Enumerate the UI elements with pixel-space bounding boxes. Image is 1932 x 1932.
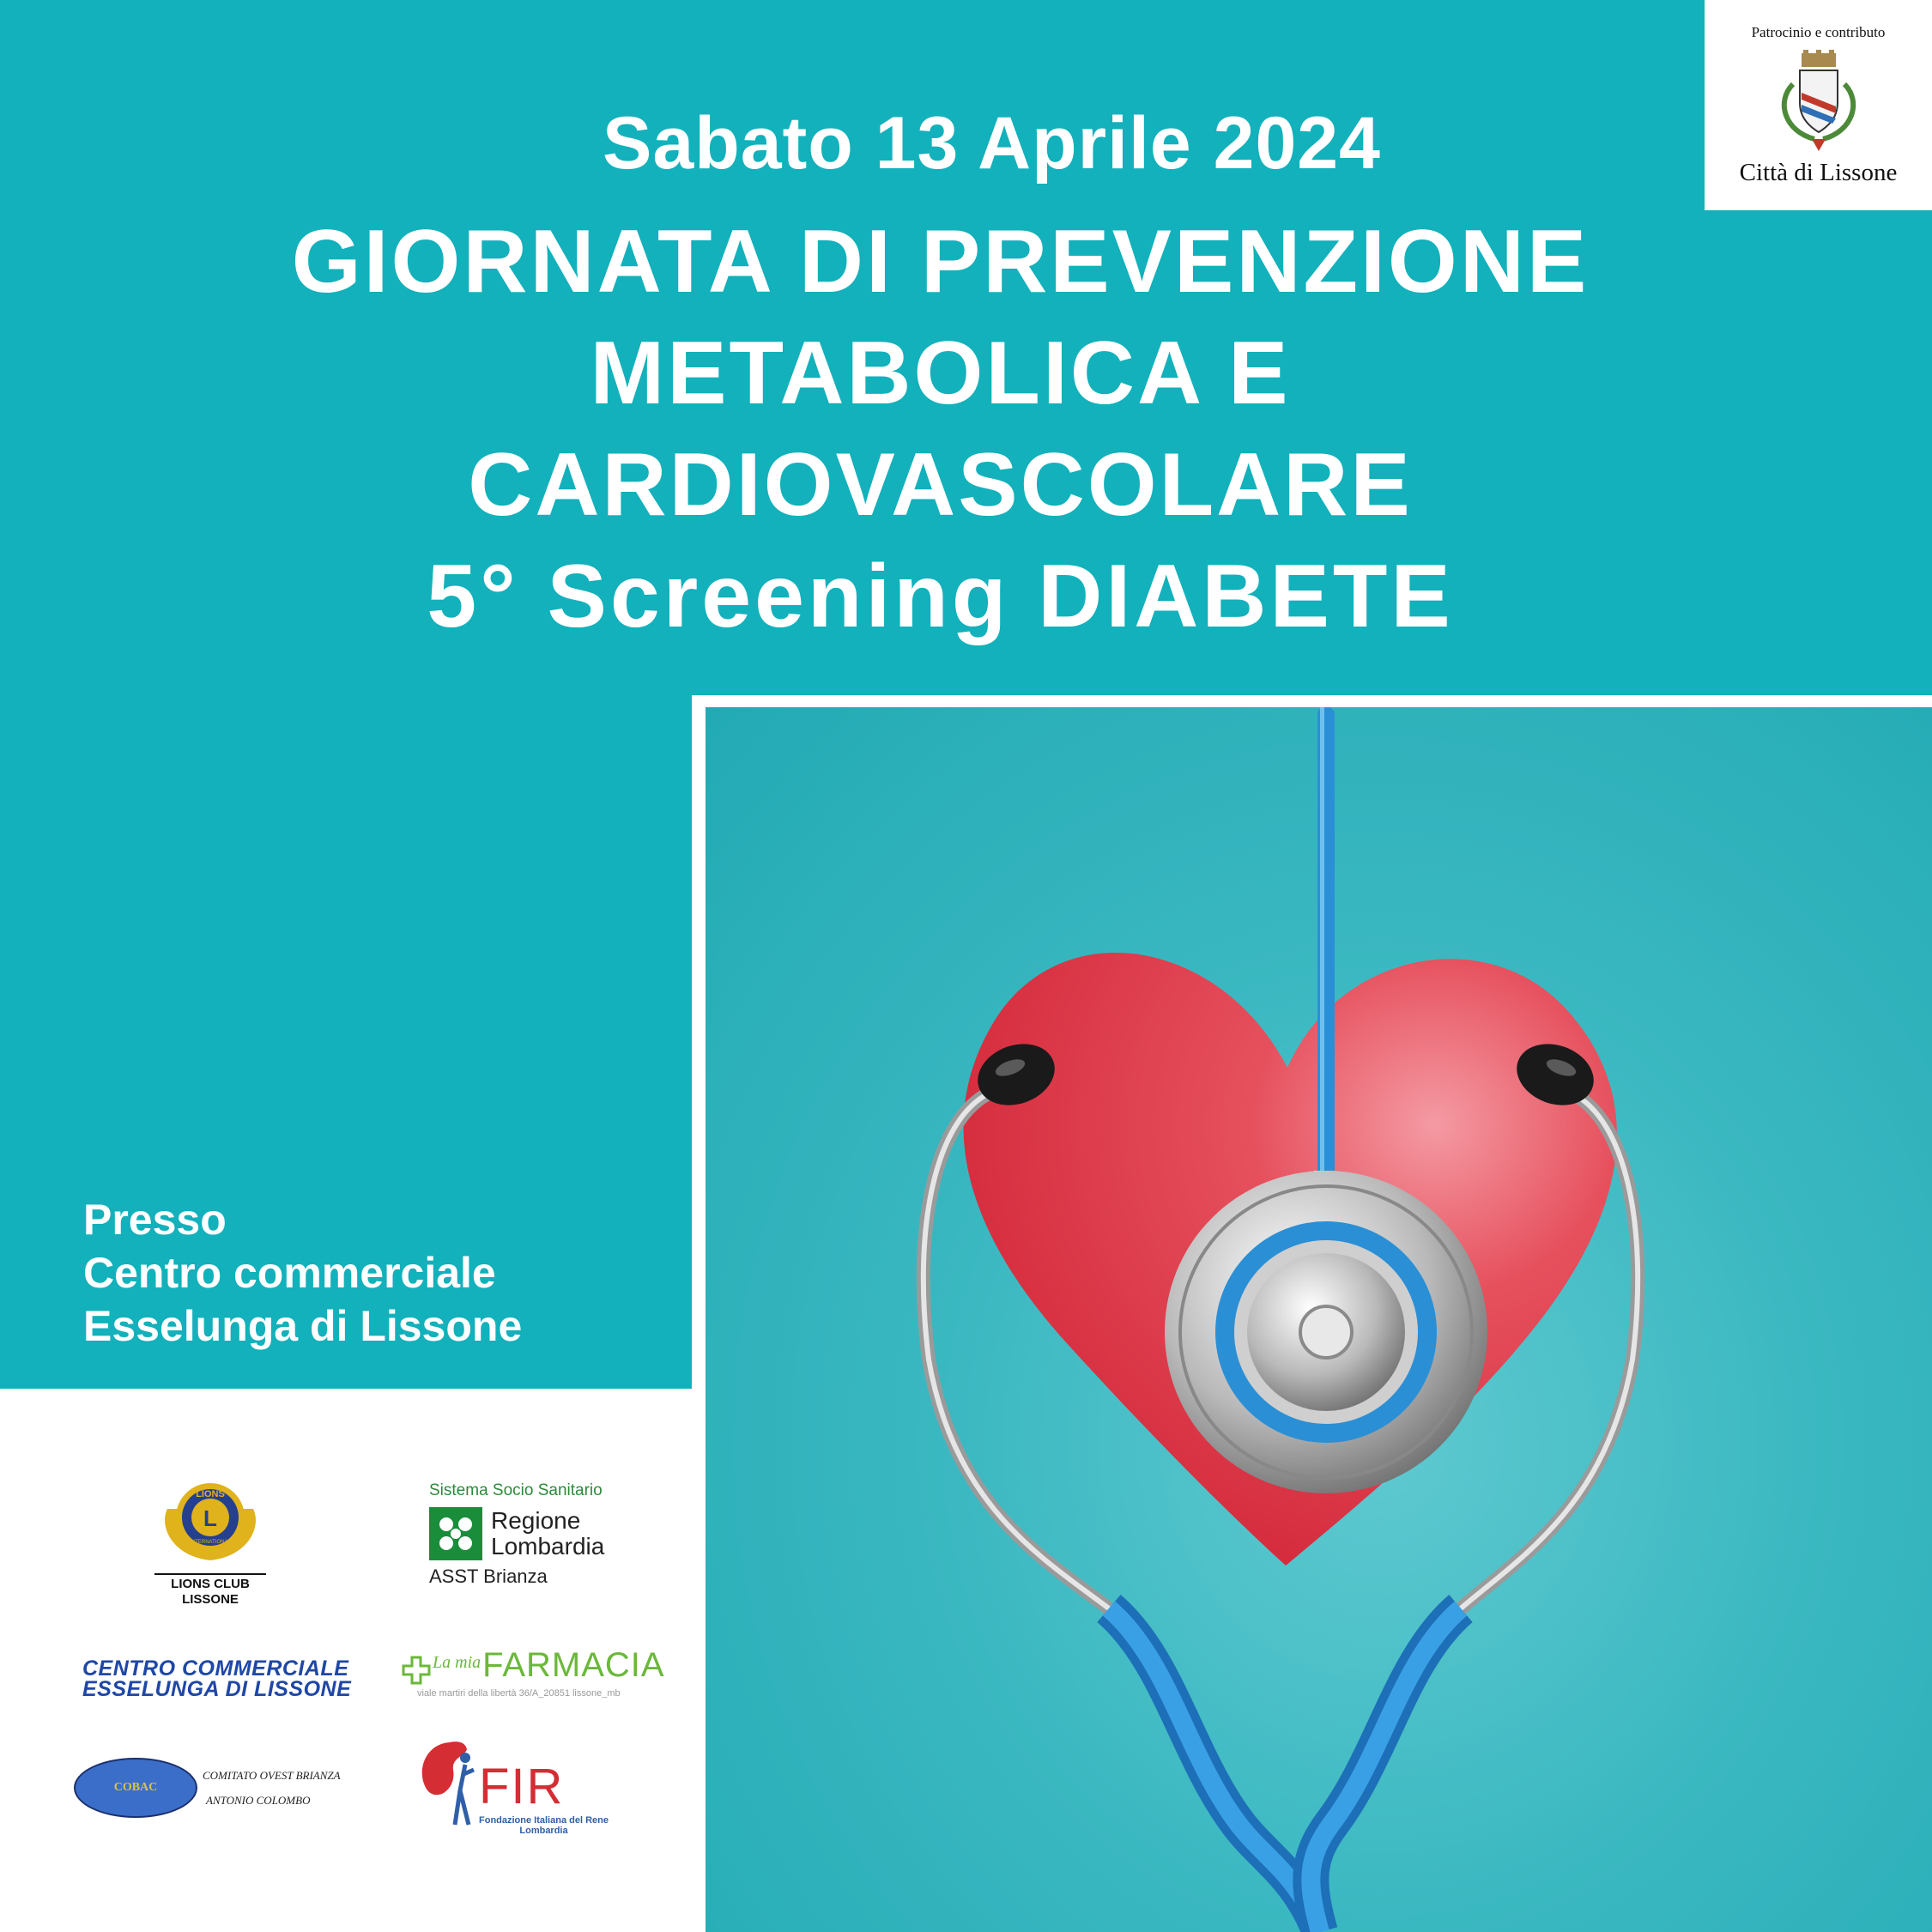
lions-club-city: LISSONE bbox=[182, 1592, 239, 1607]
farmacia-logo bbox=[402, 1646, 665, 1699]
centro-commerciale-line2: ESSELUNGA DI LISSONE bbox=[82, 1677, 352, 1701]
lions-emblem-letter: L bbox=[203, 1505, 217, 1531]
regione-lombardia-icon bbox=[429, 1507, 482, 1560]
venue-line: Presso bbox=[83, 1196, 227, 1244]
lions-emblem-top: LIONS bbox=[196, 1489, 225, 1499]
farmacia-name: FARMACIA bbox=[482, 1646, 665, 1684]
frame-divider-vertical bbox=[692, 695, 706, 1932]
venue-line: Centro commerciale bbox=[83, 1249, 496, 1297]
coat-of-arms-icon bbox=[1705, 50, 1932, 157]
patronage-city: Città di Lissone bbox=[1739, 159, 1898, 186]
pharmacy-cross-icon bbox=[402, 1656, 431, 1685]
regione-name-2: Lombardia bbox=[491, 1533, 605, 1560]
title-line: METABOLICA E bbox=[590, 324, 1291, 423]
fir-name: FIR bbox=[479, 1759, 565, 1814]
fir-logo bbox=[415, 1739, 609, 1836]
regione-name-1: Regione bbox=[491, 1507, 581, 1534]
cobac-badge: COBAC bbox=[74, 1758, 197, 1818]
title-line: GIORNATA DI PREVENZIONE bbox=[291, 212, 1590, 312]
event-title bbox=[0, 206, 1932, 652]
patronage-box bbox=[1705, 0, 1932, 210]
regione-system-label: Sistema Socio Sanitario bbox=[429, 1481, 603, 1499]
lions-emblem-bottom: INTERNATIONAL bbox=[190, 1540, 231, 1545]
asst-brianza-label: ASST Brianza bbox=[429, 1566, 548, 1587]
event-subtitle: 5° Screening DIABETE bbox=[427, 547, 1454, 646]
heart-stethoscope-icon bbox=[706, 707, 1932, 1932]
lions-emblem-icon bbox=[154, 1475, 266, 1569]
cobac-line2: ANTONIO COLOMBO bbox=[206, 1794, 311, 1807]
farmacia-address: viale martiri della libertà 36/A_20851 lissone_mb bbox=[417, 1688, 621, 1699]
fir-line1: Fondazione Italiana del Rene bbox=[479, 1815, 609, 1826]
title-line: CARDIOVASCOLARE bbox=[468, 435, 1413, 535]
venue-info bbox=[83, 1193, 522, 1353]
patronage-heading: Patrocinio e contributo bbox=[1751, 24, 1886, 40]
frame-divider-horizontal bbox=[692, 695, 1932, 707]
fir-line2: Lombardia bbox=[519, 1826, 568, 1836]
centro-commerciale-logo bbox=[82, 1658, 351, 1699]
kidney-figure-icon bbox=[415, 1739, 475, 1833]
venue-line: Esselunga di Lissone bbox=[83, 1302, 523, 1350]
centro-commerciale-line1: CENTRO COMMERCIALE bbox=[82, 1656, 349, 1681]
farmacia-prefix: La mia bbox=[433, 1653, 481, 1672]
event-date: Sabato 13 Aprile 2024 bbox=[603, 102, 1381, 185]
regione-lombardia-logo bbox=[429, 1481, 604, 1588]
cobac-line1: COMITATO OVEST BRIANZA bbox=[203, 1769, 341, 1782]
heart-stethoscope-illustration bbox=[706, 707, 1932, 1932]
lions-club-logo bbox=[154, 1475, 266, 1608]
lions-club-name: LIONS CLUB bbox=[154, 1573, 266, 1592]
cobac-logo bbox=[74, 1758, 341, 1818]
